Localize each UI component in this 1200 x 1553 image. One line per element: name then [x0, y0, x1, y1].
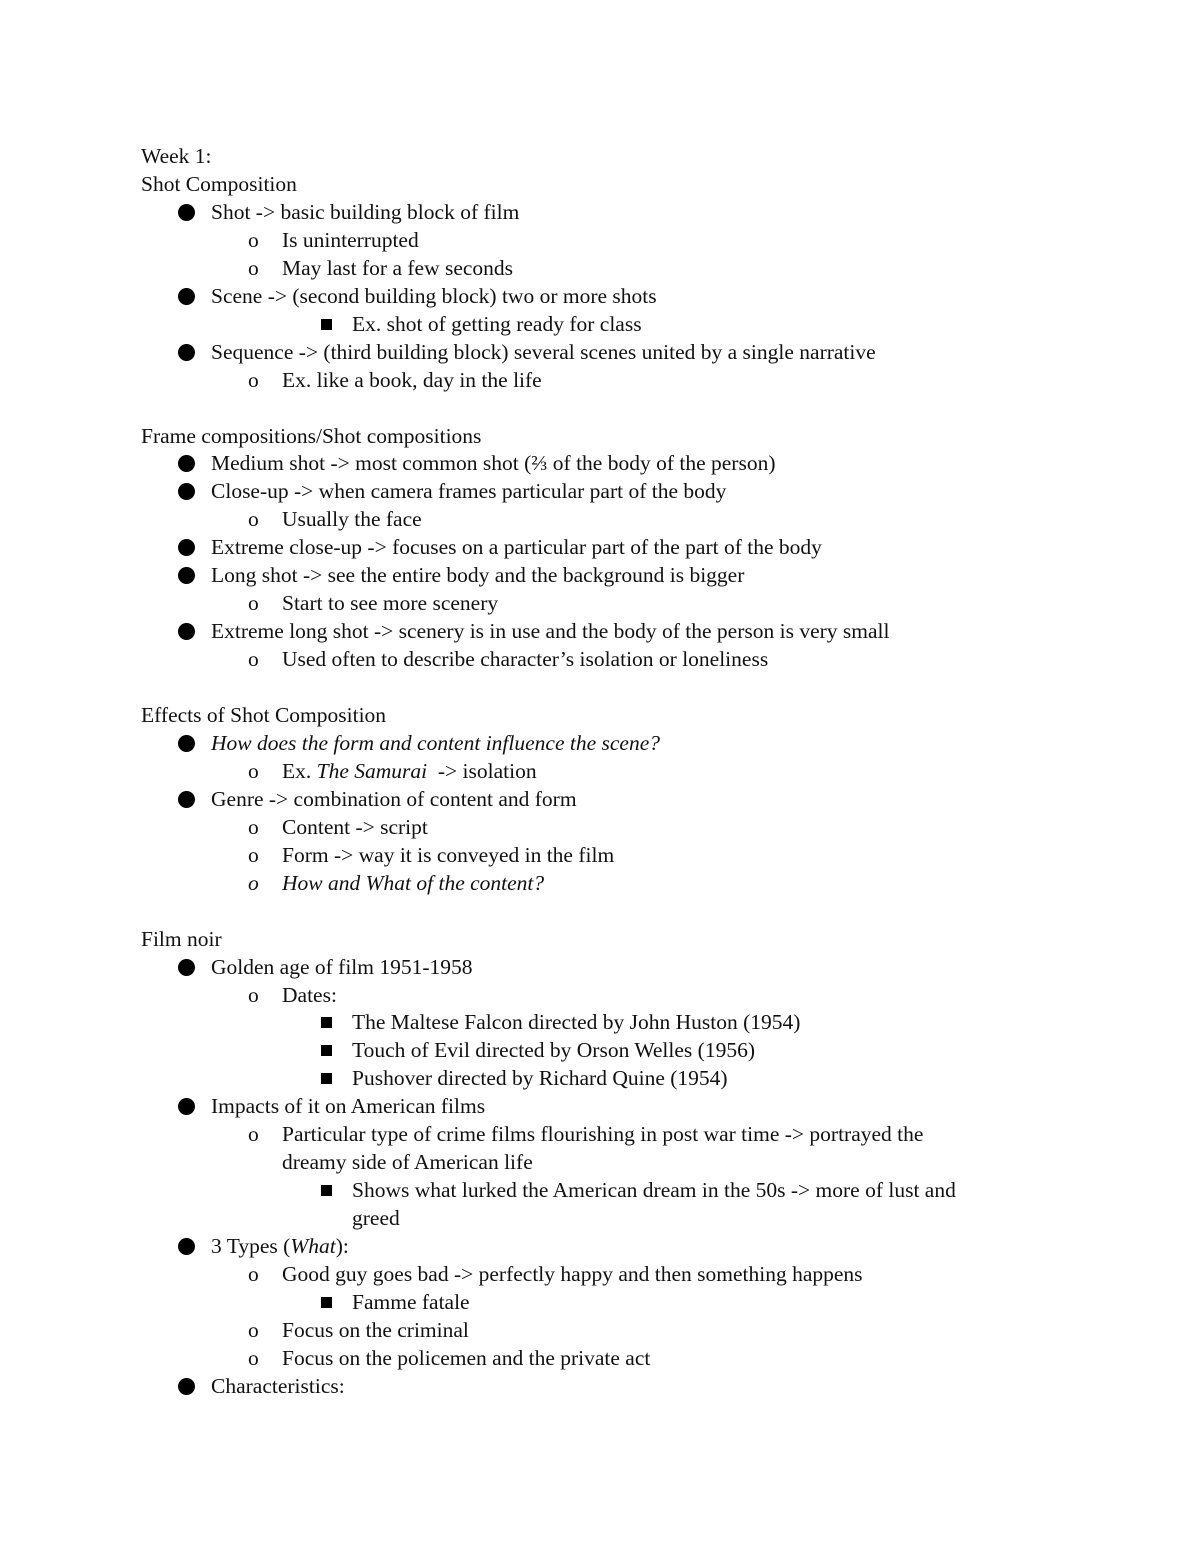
circle-bullet-icon: o — [248, 368, 259, 392]
text-run: Genre -> combination of content and form — [211, 787, 577, 811]
line-text — [352, 1204, 400, 1232]
disc-bullet-icon — [178, 1238, 195, 1255]
text-run: Particular type of crime films flourishing in post war time -> portrayed the — [282, 1122, 924, 1146]
bullet-item-level-3 — [0, 1036, 1200, 1064]
italic-text: How and What of the content? — [282, 871, 545, 895]
circle-bullet-icon: o — [248, 1122, 259, 1146]
text-run: Extreme close-up -> focuses on a particular part of the part of the body — [211, 535, 822, 559]
square-bullet-icon — [321, 319, 332, 330]
line-text — [211, 198, 519, 226]
line-text — [141, 142, 212, 170]
bullet-item-level-3 — [0, 1288, 1200, 1316]
text-run: Focus on the policemen and the private act — [282, 1346, 651, 1370]
text-run: Form -> way it is conveyed in the film — [282, 843, 615, 867]
disc-bullet-icon — [178, 288, 195, 305]
text-run: Content -> script — [282, 815, 428, 839]
disc-bullet-icon — [178, 791, 195, 808]
italic-text: What — [290, 1234, 336, 1258]
text-run: Usually the face — [282, 507, 422, 531]
bullet-item-level-1 — [0, 1092, 1200, 1120]
text-run: Used often to describe character’s isolation or loneliness — [282, 647, 769, 671]
bullet-item-level-2 — [0, 589, 1200, 617]
text-run: Scene -> (second building block) two or more shots — [211, 284, 657, 308]
text-run: Close-up -> when camera frames particular part of the body — [211, 479, 727, 503]
line-text — [282, 366, 542, 394]
text-run: Good guy goes bad -> perfectly happy and then something happens — [282, 1262, 863, 1286]
section-heading — [0, 422, 1200, 450]
line-text — [282, 841, 614, 869]
bullet-item-level-1 — [0, 198, 1200, 226]
line-text — [211, 282, 657, 310]
section-heading — [0, 701, 1200, 729]
line-text — [211, 561, 744, 589]
line-text — [282, 589, 498, 617]
line-text — [211, 1232, 349, 1260]
bullet-item-level-1 — [0, 953, 1200, 981]
disc-bullet-icon — [178, 1378, 195, 1395]
text-run: ): — [335, 1234, 349, 1258]
text-run: Film noir — [141, 927, 222, 951]
disc-bullet-icon — [178, 483, 195, 500]
line-text — [352, 1176, 956, 1204]
line-text — [352, 1008, 800, 1036]
circle-bullet-icon: o — [248, 1346, 259, 1370]
bullet-item-level-1 — [0, 1232, 1200, 1260]
bullet-continuation — [0, 1204, 1200, 1232]
text-run: 3 Types ( — [211, 1234, 291, 1258]
line-text — [282, 645, 768, 673]
section-heading — [0, 925, 1200, 953]
bullet-item-level-2 — [0, 1260, 1200, 1288]
line-text — [282, 1148, 533, 1176]
line-text — [211, 953, 473, 981]
line-text — [282, 981, 337, 1009]
text-run: Focus on the criminal — [282, 1318, 469, 1342]
line-text — [211, 338, 876, 366]
bullet-item-level-1 — [0, 729, 1200, 757]
bullet-item-level-2 — [0, 841, 1200, 869]
circle-bullet-icon: o — [248, 228, 259, 252]
italic-text: How does the form and content influence the scene? — [211, 731, 661, 755]
line-text — [211, 617, 889, 645]
text-run: Sequence -> (third building block) several scenes united by a single narrative — [211, 340, 876, 364]
circle-bullet-icon: o — [248, 983, 259, 1007]
bullet-item-level-3 — [0, 1064, 1200, 1092]
bullet-item-level-1 — [0, 282, 1200, 310]
bullet-item-level-2 — [0, 1120, 1200, 1148]
line-text — [211, 785, 577, 813]
square-bullet-icon — [321, 1045, 332, 1056]
disc-bullet-icon — [178, 959, 195, 976]
line-text — [282, 1344, 650, 1372]
line-text — [211, 533, 822, 561]
bullet-item-level-2 — [0, 813, 1200, 841]
text-run: Medium shot -> most common shot (⅔ of the body of the person) — [211, 451, 776, 475]
bullet-item-level-2 — [0, 226, 1200, 254]
text-run: Shows what lurked the American dream in the 50s -> more of lust and — [352, 1178, 956, 1202]
bullet-item-level-2 — [0, 254, 1200, 282]
line-text — [282, 1316, 469, 1344]
text-run: Ex. — [282, 759, 317, 783]
text-run: Impacts of it on American films — [211, 1094, 486, 1118]
text-run: greed — [352, 1206, 400, 1230]
bullet-item-level-1 — [0, 617, 1200, 645]
text-run: Ex. like a book, day in the life — [282, 368, 542, 392]
bullet-continuation — [0, 1148, 1200, 1176]
bullet-item-level-2 — [0, 757, 1200, 785]
bullet-item-level-3 — [0, 1008, 1200, 1036]
line-text — [282, 254, 513, 282]
text-run: The Maltese Falcon directed by John Huston (1954) — [352, 1010, 801, 1034]
line-text — [282, 813, 428, 841]
section-heading — [0, 170, 1200, 198]
line-text — [352, 1064, 728, 1092]
text-run: Shot Composition — [141, 172, 297, 196]
bullet-item-level-1 — [0, 1372, 1200, 1400]
text-run: Touch of Evil directed by Orson Welles (1956) — [352, 1038, 755, 1062]
line-text — [141, 422, 481, 450]
text-run: May last for a few seconds — [282, 256, 514, 280]
line-text — [282, 1260, 863, 1288]
circle-bullet-icon: o — [248, 1262, 259, 1286]
disc-bullet-icon — [178, 735, 195, 752]
bullet-item-level-1 — [0, 477, 1200, 505]
bullet-item-level-2 — [0, 869, 1200, 897]
bullet-item-level-1 — [0, 785, 1200, 813]
text-run: Extreme long shot -> scenery is in use and the body of the person is very small — [211, 619, 890, 643]
line-text — [141, 170, 297, 198]
bullet-item-level-1 — [0, 561, 1200, 589]
bullet-item-level-2 — [0, 1316, 1200, 1344]
square-bullet-icon — [321, 1297, 332, 1308]
circle-bullet-icon: o — [248, 256, 259, 280]
line-text — [282, 226, 419, 254]
text-run: Ex. shot of getting ready for class — [352, 312, 642, 336]
bullet-item-level-2 — [0, 505, 1200, 533]
line-text — [211, 1092, 485, 1120]
bullet-item-level-2 — [0, 366, 1200, 394]
bullet-item-level-2 — [0, 645, 1200, 673]
text-run: Characteristics: — [211, 1374, 345, 1398]
circle-bullet-icon: o — [248, 591, 259, 615]
circle-bullet-icon: o — [248, 647, 259, 671]
text-run: Is uninterrupted — [282, 228, 419, 252]
line-text — [282, 505, 422, 533]
bullet-item-level-1 — [0, 338, 1200, 366]
square-bullet-icon — [321, 1185, 332, 1196]
line-text — [141, 925, 222, 953]
disc-bullet-icon — [178, 344, 195, 361]
text-run: Famme fatale — [352, 1290, 470, 1314]
disc-bullet-icon — [178, 539, 195, 556]
disc-bullet-icon — [178, 204, 195, 221]
disc-bullet-icon — [178, 1098, 195, 1115]
line-text — [211, 477, 726, 505]
text-run: -> isolation — [427, 759, 537, 783]
line-text — [352, 310, 642, 338]
circle-bullet-icon: o — [248, 815, 259, 839]
square-bullet-icon — [321, 1073, 332, 1084]
text-run: Golden age of film 1951-1958 — [211, 955, 473, 979]
bullet-item-level-2 — [0, 1344, 1200, 1372]
bullet-item-level-1 — [0, 449, 1200, 477]
italic-text: The Samurai — [316, 759, 428, 783]
line-text — [141, 701, 386, 729]
line-text — [282, 1120, 923, 1148]
disc-bullet-icon — [178, 567, 195, 584]
bullet-item-level-3 — [0, 310, 1200, 338]
text-run: Dates: — [282, 983, 337, 1007]
line-text — [282, 869, 544, 897]
disc-bullet-icon — [178, 623, 195, 640]
text-run: Shot -> basic building block of film — [211, 200, 520, 224]
circle-bullet-icon: o — [248, 843, 259, 867]
text-run: dreamy side of American life — [282, 1150, 533, 1174]
text-run: Long shot -> see the entire body and the background is bigger — [211, 563, 745, 587]
circle-bullet-icon: o — [248, 1318, 259, 1342]
circle-bullet-icon: o — [248, 759, 259, 783]
text-run: Week 1: — [141, 144, 212, 168]
line-text — [211, 449, 776, 477]
line-text — [352, 1036, 755, 1064]
bullet-item-level-2 — [0, 981, 1200, 1009]
circle-bullet-icon: o — [248, 871, 259, 895]
circle-bullet-icon: o — [248, 507, 259, 531]
line-text — [352, 1288, 470, 1316]
bullet-item-level-1 — [0, 533, 1200, 561]
text-run: Pushover directed by Richard Quine (1954) — [352, 1066, 728, 1090]
disc-bullet-icon — [178, 455, 195, 472]
section-heading — [0, 142, 1200, 170]
line-text — [282, 757, 537, 785]
text-run: Effects of Shot Composition — [141, 703, 387, 727]
text-run: Frame compositions/Shot compositions — [141, 424, 482, 448]
bullet-item-level-3 — [0, 1176, 1200, 1204]
line-text — [211, 729, 660, 757]
square-bullet-icon — [321, 1017, 332, 1028]
text-run: Start to see more scenery — [282, 591, 499, 615]
line-text — [211, 1372, 345, 1400]
